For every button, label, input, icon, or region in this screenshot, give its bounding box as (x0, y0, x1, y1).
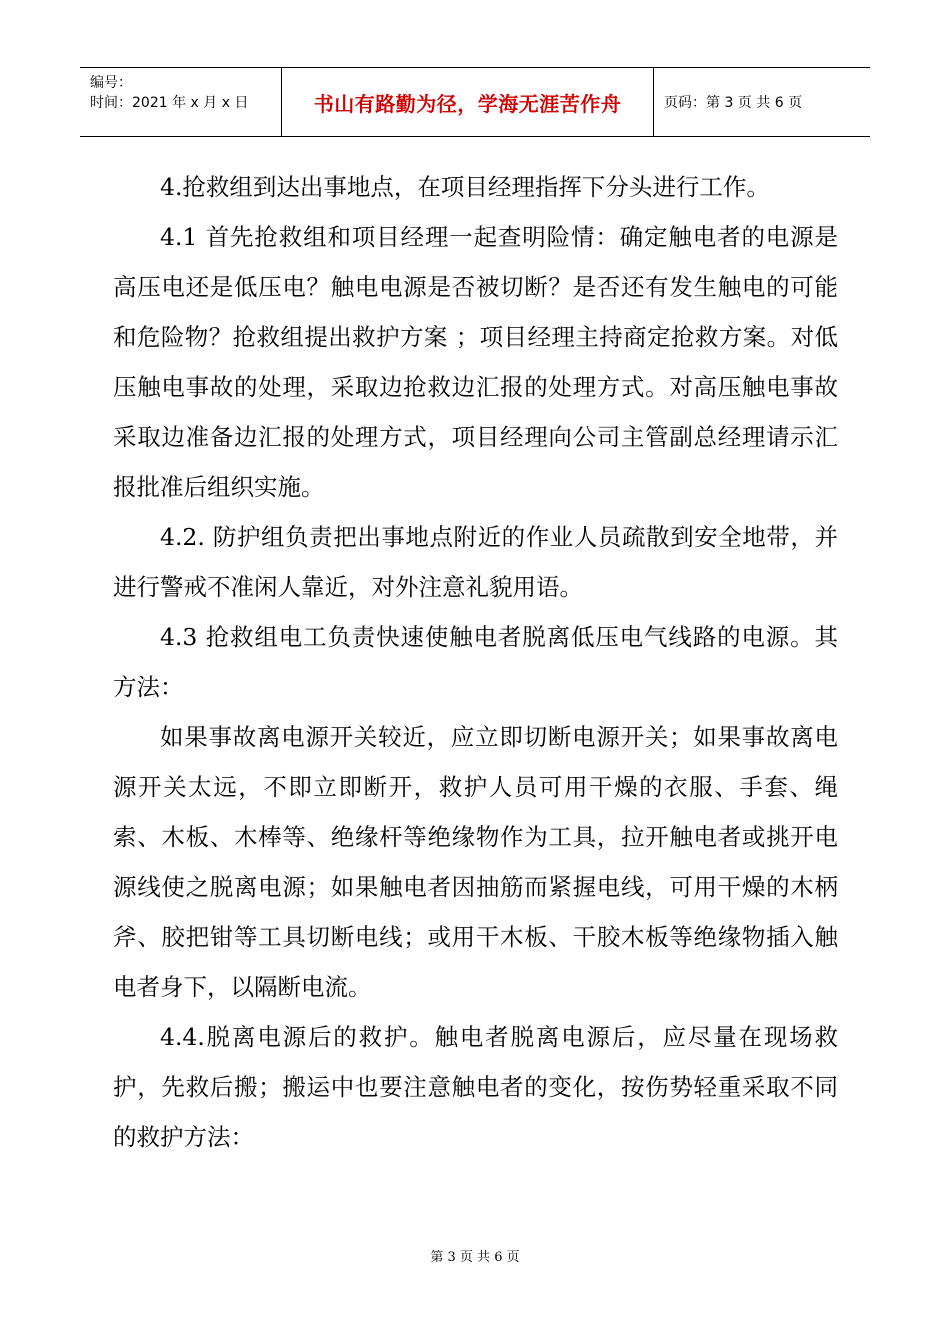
page-footer: 第 3 页 共 6 页 (430, 1250, 520, 1265)
header-meta (80, 68, 282, 136)
date-label: 时间：2021 年 x 月 x 日 (90, 95, 249, 111)
paragraph: 4.抢救组到达出事地点，在项目经理指挥下分头进行工作。 (160, 173, 770, 201)
header-motto (282, 68, 654, 136)
document-header (80, 67, 870, 137)
paragraph: 4.1 首先抢救组和项目经理一起查明险情：确定触电者的电源是高压电还是低压电？触电电源是否被切断？是否还有发生触电的可能和危险物？抢救组提出救护方案 ；项目经理主持商定抢救方案。对低压触电事故的处理，采取边抢救边汇报的处理方式。对高压触电事故采取边准备边汇报的处理方式，项目经理向公司主管副总经理请示汇报批准后组织实施。 (113, 223, 838, 501)
paragraph: 如果事故离电源开关较近，应立即切断电源开关；如果事故离电源开关太远，不即立即断开，救护人员可用干燥的衣服、手套、绳索、木板、木棒等、绝缘杆等绝缘物作为工具，拉开触电者或挑开电源线使之脱离电源；如果触电者因抽筋而紧握电线，可用干燥的木柄斧、胶把钳等工具切断电线；或用干木板、干胶木板等绝缘物插入触电者身下，以隔断电流。 (113, 723, 838, 1001)
document-body (113, 162, 838, 1162)
motto-text: 书山有路勤为径，学海无涯苦作舟 (313, 91, 622, 116)
page-info-text: 页码：第 3 页 共 6 页 (664, 95, 803, 111)
header-page-info (654, 68, 870, 136)
number-label: 编号： (90, 75, 132, 91)
paragraph: 4.4.脱离电源后的救护。触电者脱离电源后，应尽量在现场救护，先救后搬；搬运中也要注意触电者的变化，按伤势轻重采取不同的救护方法： (113, 1023, 838, 1151)
paragraph: 4.2. 防护组负责把出事地点附近的作业人员疏散到安全地带，并进行警戒不准闲人靠近，对外注意礼貌用语。 (113, 523, 838, 601)
paragraph: 4.3 抢救组电工负责快速使触电者脱离低压电气线路的电源。其方法： (113, 623, 838, 701)
